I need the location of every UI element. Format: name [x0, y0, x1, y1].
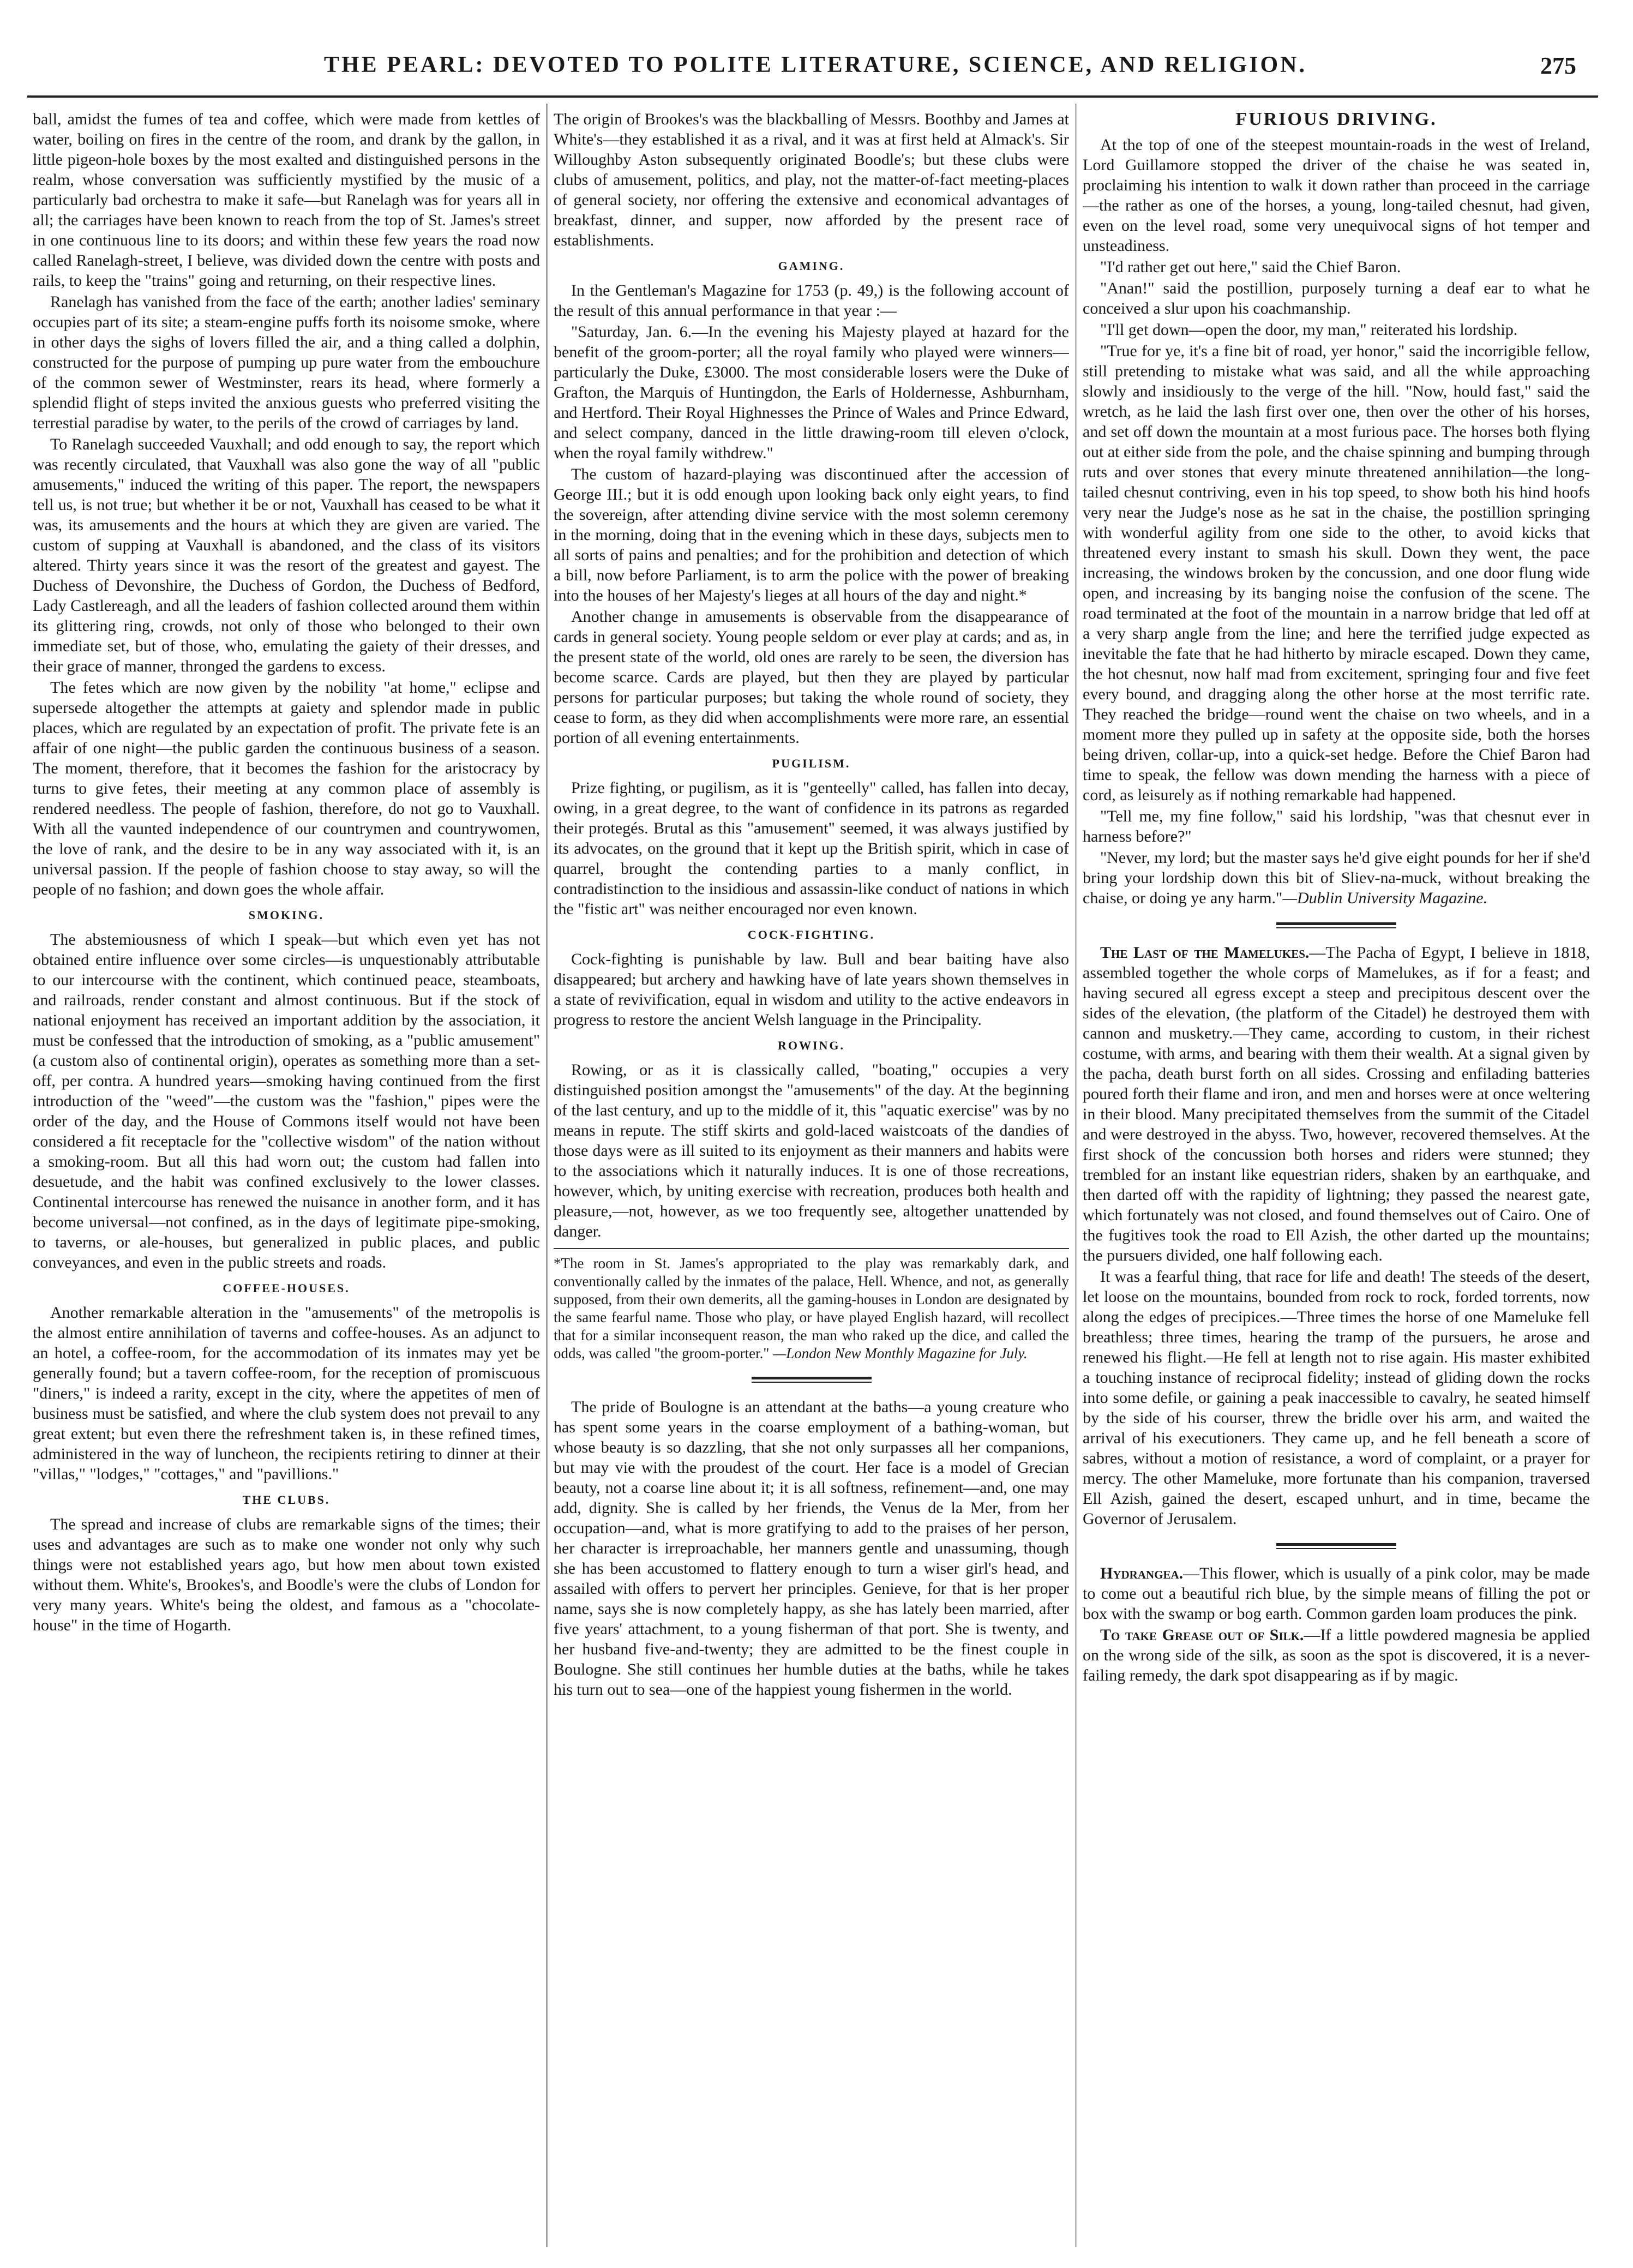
footnote-text: *The room in St. James's appropriated to the play was remarkably dark, and conventionally called by the inmates of the palace, Hell. Whence, and not, as generally supposed, from their own demerits, all the gaming-houses in London are designated by the same fearful name. Those who play, or have played English hazard, will recollect that for a similar inconsequent reason, the man who raked up the dice, and called the odds, was called "the groom-porter.": [554, 1255, 1069, 1361]
section-heading-cock-fighting: COCK-FIGHTING.: [747, 928, 875, 941]
column-rule-1: [547, 104, 548, 2247]
paragraph: "Tell me, my fine follow," said his lordship, "was that chesnut ever in harness before?": [1083, 807, 1590, 845]
paragraph: The fetes which are now given by the nobility "at home," eclipse and supersede altogether the attempts at gaiety and splendor made in public places, which are regulated by an expectation of profit. The private fete is an affair of one night—the public garden the continuous business of a season. The moment, therefore, that it becomes the fashion for the aristocracy by turns to give fetes, their meeting at any common place of assembly is rendered needless. The people of fashion, therefore, do not go to Vauxhall. With all the vaunted independence of our countrymen and countrywomen, the love of rank, and the desire to be in any way associated with it, is an universal passion. If the people of fashion choose to stay away, so will the people of no fashion; and down goes the whole affair.: [33, 679, 540, 898]
footnote-source: —London New Monthly Magazine for July.: [773, 1345, 1028, 1361]
article-heading-mamelukes: The Last of the Mamelukes.: [1100, 944, 1310, 962]
paragraph: ball, amidst the fumes of tea and coffee, which were made from kettles of water, boiling on fires in the centre of the room, and drank by the gallon, in little pigeon-hole boxes by the most exalted and distinguished persons in the realm, whose conversation was sufficiently mystified by the music of a particularly bad orchestra to make it safe—but Ranelagh was for years all in all; the carriages have been known to reach from the top of St. James's street in one continuous line to its doors; and within these few years the road now called Ranelagh-street, I believe, was divided down the centre with posts and rails, to keep the "trains" going and returning, on their respective lines.: [33, 110, 540, 290]
paragraph-text: —The Pacha of Egypt, I believe in 1818, assembled together the whole corps of Mamelukes, as if for a feast; and having secured all egress except a steep and precipitous descent over the sides of the elevation, (the platform of the Citadel) he destroyed them with cannon and musketry.—They came, according to custom, in their richest costume, with arms, and bearing with them their wealth. At a signal given by the pacha, death burst forth on all sides. Crossing and enfilading batteries poured forth their flame and iron, and men and horses were at once weltering in their blood. Many precipitated themselves from the summit of the Citadel and were destroyed in the abyss. Two, however, recovered themselves. At the first shock of the concussion both horses and riders were stunned; they trembled for an instant like equestrian riders, shaken by an earthquake, and then darted off with the rapidity of lightning; they passed the nearest gate, which fortunately was not closed, and found themselves out of Cairo. One of the fugitives took the road to Ell Azish, the other darted up the mountains; the pursuers divided, one half following each.: [1083, 944, 1590, 1264]
column-1: [33, 109, 540, 2253]
paragraph-text: "Never, my lord; but the master says he'd give eight pounds for her if she'd bring your lordship down this bit of Sliev-na-muck, without breaking the chaise, or doing ye any harm.": [1083, 849, 1590, 907]
paragraph: "I'll get down—open the door, my man," reiterated his lordship.: [1100, 321, 1518, 339]
section-heading-clubs: THE CLUBS.: [242, 1493, 331, 1507]
section-divider: [1276, 922, 1396, 928]
section-heading-coffee-houses: COFFEE-HOUSES.: [223, 1281, 350, 1295]
article-heading-furious-driving: FURIOUS DRIVING.: [1235, 109, 1437, 129]
section-heading-gaming: GAMING.: [778, 259, 845, 273]
paragraph: "True for ye, it's a fine bit of road, yer honor," said the incorrigible fellow, still pretending to mistake what was said, and all the while approaching slowly and insidiously to the verge of the hill. "Now, hould fast," said the wretch, as he laid the lash first over one, then over the other of his horses, and set off down the mountain at a most furious pace. The horses both flying out at either side from the pole, and the chaise spinning and bumping through ruts and over stones that every minute threatened annihilation—the long-tailed chesnut contriving, even in his top speed, to show both his hind hoofs very near the Judge's nose as he sat in the chaise, the postillion springing with wonderful agility from one side to the other, to avoid kicks that threatened every instant to smash his skull. Down they went, the pace increasing, the windows broken by the concussion, and one door flung wide open, and increasing by its banging noise the confusion of the scene. The road terminated at the foot of the mountain in a narrow bridge that led off at a very sharp angle from the line; and here the terrified judge expected as inevitable the fate that he had hitherto by miracle escaped. Down they came, the hot chesnut, now half mad from excitement, springing four and five feet every bound, and dragging along the other horse at the most terrific rate. They reached the bridge—round went the chaise on two wheels, and in a moment more they pulled up in safety at the opposite side, both the horses being driven, collar-up, into a quick-set hedge. Before the Chief Baron had time to speak, the fellow was down mending the harness with a piece of cord, as leisurely as if nothing remarkable had happened.: [1083, 342, 1590, 804]
paragraph: To Ranelagh succeeded Vauxhall; and odd enough to say, the report which was recently circulated, that Vauxhall was also gone the way of all "public amusements," induced the writing of this paper. The report, the newspapers tell us, is not true; but whether it be or not, Vauxhall has ceased to be what it was, its amusements and the hours at which they are given are varied. The custom of supping at Vauxhall is abandoned, and the class of its visitors altered. Thirty years since it was the resort of the greatest and gayest. The Duchess of Devonshire, the Duchess of Gordon, the Duchess of Bedford, Lady Castlereagh, and all the leaders of fashion collected around them within its glittering ring, crowds, not only of those who belonged to their own immediate set, but of those, who, emulating the gaiety of their dresses, and their grace of manner, thronged the gardens to excess.: [33, 435, 540, 675]
paragraph: [1083, 1563, 1590, 1624]
section-divider: [1276, 1543, 1396, 1549]
article-source: —Dublin University Magazine.: [1282, 889, 1488, 907]
column-rule-2: [1076, 104, 1077, 2247]
quoted-paragraph: "Saturday, Jan. 6.—In the evening his Majesty played at hazard for the benefit of the groom-porter; all the royal family who played were winners—particularly the Duke, £3000. The most considerable losers were the Duke of Grafton, the Marquis of Huntingdon, the Earls of Holdernesse, Ashburnham, and Hertford. Their Royal Highnesses the Prince of Wales and Prince Edward, and select company, danced in the little drawing-room till eleven o'clock, when the royal family withdrew.": [554, 323, 1069, 462]
section-divider: [752, 1377, 872, 1383]
paragraph-text: —If a little powdered magnesia be applied on the wrong side of the silk, as soon as the spot is discovered, it is a never-failing remedy, the dark spot disappearing as if by magic.: [1083, 1626, 1590, 1684]
paragraph: "Anan!" said the postillion, purposely turning a deaf ear to what he conceived a slur upon his coachmanship.: [1083, 279, 1590, 317]
paragraph: The pride of Boulogne is an attendant at the baths—a young creature who has spent some years in the coarse employment of a bathing-woman, but whose beauty is so dazzling, that she not only surpasses all her companions, but may vie with the proudest of the court. Her face is a model of Grecian beauty, not a coarse line about it; it is all softness, refinement—and, one may add, dignity. She is called by her friends, the Venus de la Mer, from her occupation—and, what is more gratifying to add to the praises of her person, her character is irreproachable, her manners gentle and unassuming, though she has been accustomed to flattery enough to turn a wiser girl's head, and assailed with offers to pervert her principles. Genieve, for that is her proper name, says she is now completely happy, as she has lately been married, after five years' attachment, to a young fisherman of that port. She is twenty, and her husband five-and-twenty; they are admitted to be the finest couple in Boulogne. She still continues her humble duties at the baths, while he takes his turn out to sea—one of the happiest young fishermen in the world.: [554, 1398, 1069, 1699]
paragraph: Prize fighting, or pugilism, as it is "genteelly" called, has fallen into decay, owing, in a great degree, to the want of confidence in its patrons as regarded their protegés. Brutal as this "amusement" seemed, it was always justified by its advocates, on the ground that it kept up the British spirit, which in case of quarrel, brought the contending parties to a manly conflict, in contradistinction to the insidious and assassin-like conduct of nations in which the "fistic art" was neither encouraged nor even known.: [554, 779, 1069, 918]
paragraph: The abstemiousness of which I speak—but which even yet has not obtained entire influence over some circles—is unquestionably attributable to our intercourse with the continent, which continued peace, steamboats, and railroads, render constant and almost continuous. But if the stock of national enjoyment has received an important addition by the association, it must be confessed that the introduction of smoking, as a "public amusement" (a custom also of continental origin), operates as something more than a set-off, per contra. A hundred years—smoking having continued from the first introduction of the "weed"—the custom was the "fashion," pipes were the order of the day, and the House of Commons itself would not have been considered a fit receptacle for the "collective wisdom" of the nation without a smoking-room. But all this had worn out; the custom had fallen into desuetude, and the habit was confined exclusively to the lower classes. Continental intercourse has renewed the nuisance in another form, and it has become universal—not confined, as in the days of legitimate pipe-smoking, to taverns, or ale-houses, but generalized in public places, and public conveyances, and even in the public streets and roads.: [33, 931, 540, 1271]
paragraph: [1083, 848, 1590, 908]
paragraph: Cock-fighting is punishable by law. Bull and bear baiting have also disappeared; but archery and hawking have of late years shown themselves in a state of revivification, equal in wisdom and utility to the active endeavors in progress to restore the ancient Welsh language in the Principality.: [554, 950, 1069, 1029]
paragraph: At the top of one of the steepest mountain-roads in the west of Ireland, Lord Guillamore stopped the driver of the chaise he was seated in, proclaiming his intention to walk it down rather than proceed in the carriage—the rather as one of the horses, a young, long-tailed chesnut, had given, even on the level road, some very unequivocal signs of hot temper and unsteadiness.: [1083, 136, 1590, 255]
paragraph: The spread and increase of clubs are remarkable signs of the times; their uses and advantages are such as to make one wonder not only why such things were not established years ago, but how men about town existed without them. White's, Brookes's, and Boodle's were the clubs of London for very many years. White's being the oldest, and famous as a "chocolate-house" in the time of Hogarth.: [33, 1515, 540, 1634]
paragraph: Another change in amusements is observable from the disappearance of cards in general society. Young people seldom or ever play at cards; and as, in the present state of the world, old ones are rarely to be seen, the diversion has become scarce. Cards are played, but then they are played by particular persons for particular purposes; but taking the whole round of society, they cease to form, as they did when accomplishments were more rare, an essential portion of all evening entertainments.: [554, 608, 1069, 747]
column-3: [1083, 109, 1590, 2253]
column-2: [554, 109, 1069, 2253]
publication-title: THE PEARL: DEVOTED TO POLITE LITERATURE, SCIENCE, AND RELIGION.: [323, 52, 1307, 77]
running-header: [33, 52, 1598, 95]
paragraph: Ranelagh has vanished from the face of the earth; another ladies' seminary occupies part of its site; a steam-engine puffs forth its noisome smoke, where in other days the sighs of lovers filled the air, and a thing called a dolphin, constructed for the purpose of pumping up pure water from the embouchure of the common sewer of Westminster, rears its head, where formerly a splendid flight of steps invited the anxious guests who preferred visiting the terrestial paradise by water, to the perils of the crowd of carriages by land.: [33, 293, 540, 432]
footnote: [554, 1248, 1069, 1363]
paragraph: "I'd rather get out here," said the Chief Baron.: [1100, 258, 1401, 276]
paragraph: [1083, 1625, 1590, 1685]
paragraph: The custom of hazard-playing was discontinued after the accession of George III.; but it is odd enough upon looking back only eight years, to find the sovereign, after attending divine service with the most solemn ceremony in the morning, doing that in the evening which in these days, subjects men to all sorts of pains and penalties; and for the prohibition and detection of which a bill, now before Parliament, is to arm the police with the power of breaking into the houses of her Majesty's lieges at all hours of the day and night.*: [554, 465, 1069, 604]
page-number: 275: [1540, 52, 1576, 79]
article-heading-grease: To take Grease out of Silk.: [1100, 1626, 1304, 1644]
paragraph: Another remarkable alteration in the "amusements" of the metropolis is the almost entire annihilation of taverns and coffee-houses. As an adjunct to an hotel, a coffee-room, for the accommodation of its inmates may yet be generally found; but a tavern coffee-room, for the reception of promiscuous "diners," is indeed a rarity, except in the city, where the appetites of men of business must be satisfied, and where the club system does not prevail to any great extent; but even there the refreshment taken is, in these refined times, administered in the way of luncheon, the recipients retiring to dinner at their "villas," "lodges," "cottages," and "pavillions.": [33, 1304, 540, 1483]
paragraph-text: —This flower, which is usually of a pink color, may be made to come out a beautiful rich blue, by the simple means of filling the pot or box with the swamp or bog earth. Common garden loam produces the pink.: [1083, 1564, 1590, 1623]
paragraph: In the Gentleman's Magazine for 1753 (p. 49,) is the following account of the result of this annual performance in that year :—: [554, 281, 1069, 320]
paragraph: Rowing, or as it is classically called, "boating," occupies a very distinguished position amongst the "amusements" of the day. At the beginning of the last century, and up to the middle of it, this "aquatic exercise" was by no means in repute. The stiff skirts and gold-laced waistcoats of the dandies of those days were as ill suited to its enjoyment as their manners and habits were to the associations which it naturally induces. It is one of those recreations, however, which, by uniting exercise with recreation, produces both health and pleasure,—not, however, as we too frequently see, altogether unattended by danger.: [554, 1061, 1069, 1240]
paragraph: It was a fearful thing, that race for life and death! The steeds of the desert, let loose on the mountains, bounded from rock to rock, forded torrents, now along the edges of precipices.—Three times the horse of one Mameluke fell breathless; three times, hearing the tramp of the pursuers, he arose and renewed his flight.—He fell at length not to rise again. His master exhibited a touching instance of reciprocal fidelity; instead of gliding down the rocks into some defile, or gaining a peak inaccessible to cavalry, he seated himself by the side of his courser, threw the bridle over his arm, and waited the arrival of his executioners. They came up, and he fell beneath a score of sabres, without a motion of resistance, a word of complaint, or a prayer for mercy. The other Mameluke, more fortunate than his companion, traversed Ell Azish, gained the desert, escaped unhurt, and in time, became the Governor of Jerusalem.: [1083, 1268, 1590, 1528]
header-rule: [27, 95, 1598, 98]
section-heading-smoking: SMOKING.: [248, 908, 325, 922]
section-heading-pugilism: PUGILISM.: [772, 757, 851, 770]
paragraph: The origin of Brookes's was the blackballing of Messrs. Boothby and James at White's—they established it as a rival, and it was at first held at Almack's. Sir Willoughby Aston subsequently originated Boodle's; but these clubs were clubs of amusement, politics, and play, not the matter-of-fact meeting-places of general society, nor offering the extensive and economical advantages of breakfast, dinner, and supper, now afforded by the present race of establishments.: [554, 110, 1069, 249]
article-heading-hydrangea: Hydrangea.: [1100, 1564, 1184, 1582]
section-heading-rowing: ROWING.: [777, 1039, 845, 1052]
paragraph: [1083, 943, 1590, 1265]
